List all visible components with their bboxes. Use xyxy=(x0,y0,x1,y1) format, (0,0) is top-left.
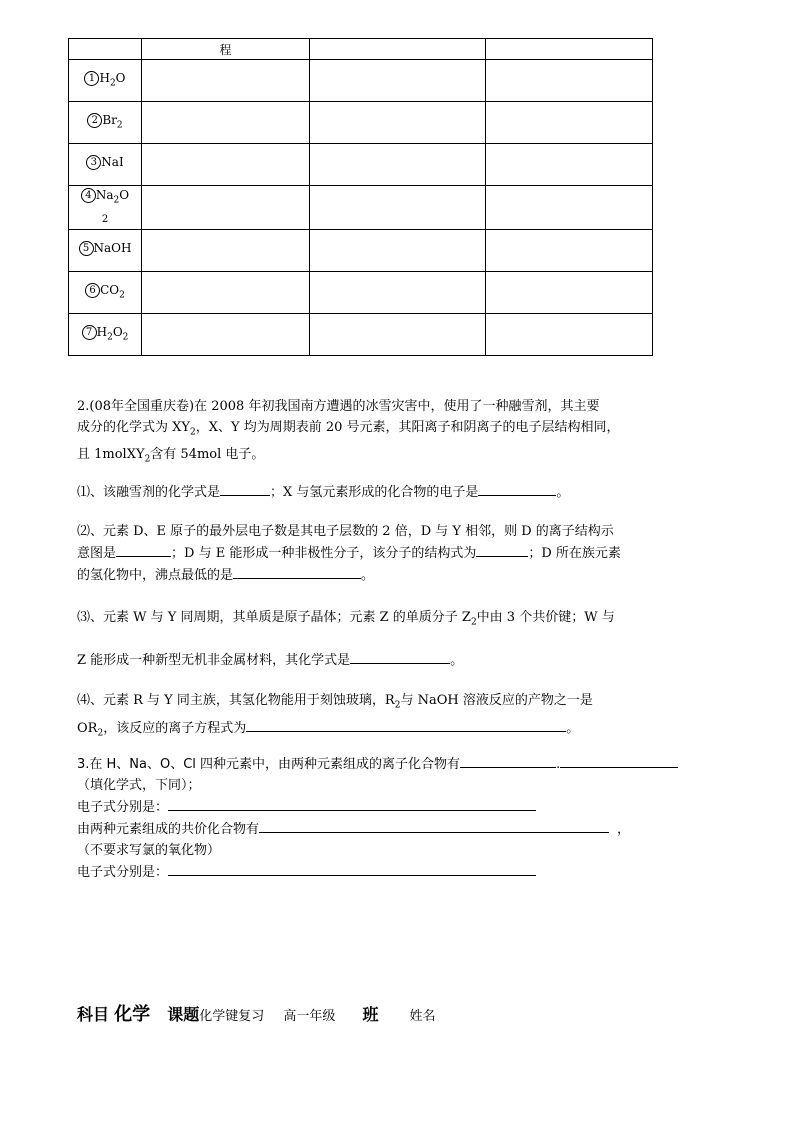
row-label xyxy=(69,186,142,230)
formula-sub: 2 xyxy=(119,290,125,301)
q3-line xyxy=(77,753,722,775)
text: 意图是 xyxy=(77,546,117,561)
formula-part: NaOH xyxy=(93,241,132,256)
answer-blank[interactable] xyxy=(233,564,361,579)
table-row xyxy=(69,314,653,356)
answer-cell[interactable] xyxy=(310,186,486,230)
answer-cell[interactable] xyxy=(142,186,310,230)
answer-cell[interactable] xyxy=(142,272,310,314)
row-label xyxy=(69,60,142,102)
answer-cell[interactable] xyxy=(486,230,653,272)
formula-part: Br xyxy=(102,112,117,127)
answer-cell[interactable] xyxy=(310,230,486,272)
q2-line xyxy=(77,444,722,471)
text: ；D 所在族元素 xyxy=(528,546,621,561)
table-row xyxy=(69,272,653,314)
q2-part4 xyxy=(77,690,722,744)
formula-part: O xyxy=(119,188,130,202)
row-number: 1 xyxy=(84,71,99,86)
formula-part: H xyxy=(96,325,108,340)
formula-sub: 2 xyxy=(109,78,116,89)
q3 xyxy=(77,753,722,883)
row-number: 3 xyxy=(86,155,101,170)
q2-line: ⑵、元素 D、E 原子的最外层电子数是其电子层数的 2 倍，D 与 Y 相邻，则 D 的离子结构示 xyxy=(77,524,614,539)
answer-cell[interactable] xyxy=(142,230,310,272)
q2-line xyxy=(77,564,722,586)
text: 含有 54mol 电子。 xyxy=(150,446,265,462)
q2-line: 2.(08年全国重庆卷)在 2008 年初我国南方遭遇的冰雪灾害中，使用了一种融雪剂，其主要 xyxy=(77,399,600,414)
q3-line xyxy=(77,861,722,883)
text: ，X、Y 均为周期表前 20 号元素，其阳离子和阴离子的电子层结构相同， xyxy=(195,420,620,435)
row-label xyxy=(69,314,142,356)
text: 成分的化学式为 XY xyxy=(77,420,190,435)
answer-cell[interactable] xyxy=(142,102,310,144)
text: 。 xyxy=(361,568,375,583)
formula-part: Na xyxy=(95,188,114,202)
header-cell xyxy=(486,39,653,60)
formula-sub: 2 xyxy=(113,195,120,206)
q2-line xyxy=(77,717,722,745)
answer-cell[interactable] xyxy=(310,102,486,144)
formula-part: CO xyxy=(100,283,120,298)
text: ⑶、元素 W 与 Y 同周期，其单质是原子晶体；元素 Z 的单质分子 Z xyxy=(77,610,471,625)
table-header-row xyxy=(69,39,653,60)
answer-blank[interactable] xyxy=(350,649,450,664)
row-label xyxy=(69,230,142,272)
formula-part: O xyxy=(112,325,123,340)
header-cell: 程 xyxy=(142,39,310,60)
text: 。 xyxy=(556,485,570,500)
formula-sub: 2 xyxy=(101,214,109,226)
text: ；D 与 E 能形成一种非极性分子，该分子的结构式为 xyxy=(171,546,477,561)
text: 电子式分别是： xyxy=(77,865,169,880)
subject-label: 科目 xyxy=(77,1005,110,1024)
answer-cell[interactable] xyxy=(310,314,486,356)
text: ⑷、元素 R 与 Y 同主族，其氢化物能用于刻蚀玻璃，R xyxy=(77,693,395,708)
answer-blank[interactable] xyxy=(460,753,556,768)
text: 与 NaOH 溶液反应的产物之一是 xyxy=(400,693,593,708)
text: 。 xyxy=(566,720,580,736)
answer-cell[interactable] xyxy=(142,60,310,102)
text: ， xyxy=(617,822,631,837)
answer-cell[interactable] xyxy=(486,60,653,102)
header-cell xyxy=(310,39,486,60)
text: ；X 与氢元素形成的化合物的电子是 xyxy=(270,485,479,500)
row-label xyxy=(69,144,142,186)
formula-sub: 2 xyxy=(107,332,113,343)
row-number: 6 xyxy=(85,283,100,298)
answer-cell[interactable] xyxy=(142,144,310,186)
answer-blank[interactable] xyxy=(246,717,566,732)
text: 。 xyxy=(450,653,464,668)
answer-cell[interactable] xyxy=(310,272,486,314)
q2-part2 xyxy=(77,521,722,586)
row-label xyxy=(69,272,142,314)
q2-part3-line2 xyxy=(77,649,722,671)
text: 的氢化物中，沸点最低的是 xyxy=(77,568,234,583)
subscript: 2 xyxy=(189,427,196,438)
text: 且 1molXY xyxy=(77,446,145,462)
q2-line xyxy=(77,417,722,444)
q2-part1 xyxy=(77,481,722,503)
text: ⑴、该融雪剂的化学式是 xyxy=(77,485,221,500)
table-row xyxy=(69,102,653,144)
q3-line xyxy=(77,796,722,818)
class-label: 班 xyxy=(362,1005,379,1024)
footer xyxy=(77,1000,436,1026)
subject-value: 化学 xyxy=(114,1004,151,1025)
answer-blank[interactable] xyxy=(478,481,556,496)
topic-label: 课题 xyxy=(167,1005,200,1024)
formula-part: H xyxy=(99,70,110,85)
q2-intro xyxy=(77,396,722,470)
answer-cell[interactable] xyxy=(310,144,486,186)
table-row xyxy=(69,144,653,186)
formula-sub: 2 xyxy=(122,332,129,343)
text: . xyxy=(556,757,561,772)
text: 由两种元素组成的共价化合物有 xyxy=(77,822,260,837)
q2-line xyxy=(77,542,722,564)
q2-line xyxy=(77,690,722,717)
answer-blank[interactable] xyxy=(220,481,270,496)
row-number: 5 xyxy=(79,241,94,256)
formula-part: O xyxy=(115,70,126,85)
grade: 高一年级 xyxy=(283,1009,336,1024)
name-label: 姓名 xyxy=(409,1009,436,1024)
text: Z 能形成一种新型无机非金属材料，其化学式是 xyxy=(77,653,351,668)
answer-cell[interactable] xyxy=(486,144,653,186)
answer-blank[interactable] xyxy=(259,818,609,833)
answer-blank[interactable] xyxy=(168,796,536,811)
answer-cell[interactable] xyxy=(486,272,653,314)
table-row xyxy=(69,186,653,230)
answer-blank[interactable] xyxy=(116,542,171,557)
text: OR xyxy=(77,720,98,736)
row-label xyxy=(69,102,142,144)
subscript: 2 xyxy=(144,454,151,465)
row-number: 4 xyxy=(81,188,96,203)
text: ，该反应的离子方程式为 xyxy=(103,720,247,736)
answer-cell[interactable] xyxy=(486,314,653,356)
answer-table xyxy=(68,38,653,356)
answer-blank[interactable] xyxy=(476,542,528,557)
subscript: 2 xyxy=(394,700,401,711)
answer-cell[interactable] xyxy=(142,314,310,356)
answer-blank[interactable] xyxy=(168,861,536,876)
row-number: 2 xyxy=(87,113,102,128)
q3-line: （不要求写氯的氧化物） xyxy=(77,843,221,858)
formula-part: NaI xyxy=(101,154,124,169)
subscript: 2 xyxy=(97,728,104,739)
subscript: 2 xyxy=(470,617,477,628)
text: 中由 3 个共价键；W 与 xyxy=(476,610,615,625)
answer-cell[interactable] xyxy=(486,186,653,230)
table-row xyxy=(69,230,653,272)
answer-cell[interactable] xyxy=(310,60,486,102)
topic-value: 化学键复习 xyxy=(199,1009,265,1024)
answer-cell[interactable] xyxy=(486,102,653,144)
q3-line xyxy=(77,818,722,840)
answer-blank[interactable] xyxy=(560,753,678,768)
q3-line: （填化学式，下同）； xyxy=(77,778,201,793)
text: 3.在 H、Na、O、Cl 四种元素中，由两种元素组成的离子化合物有 xyxy=(77,757,461,772)
q2-part3 xyxy=(77,607,722,634)
formula-sub: 2 xyxy=(116,120,123,131)
row-number: 7 xyxy=(82,325,97,340)
header-cell xyxy=(69,39,142,60)
table-row xyxy=(69,60,653,102)
text: 电子式分别是： xyxy=(77,800,169,815)
